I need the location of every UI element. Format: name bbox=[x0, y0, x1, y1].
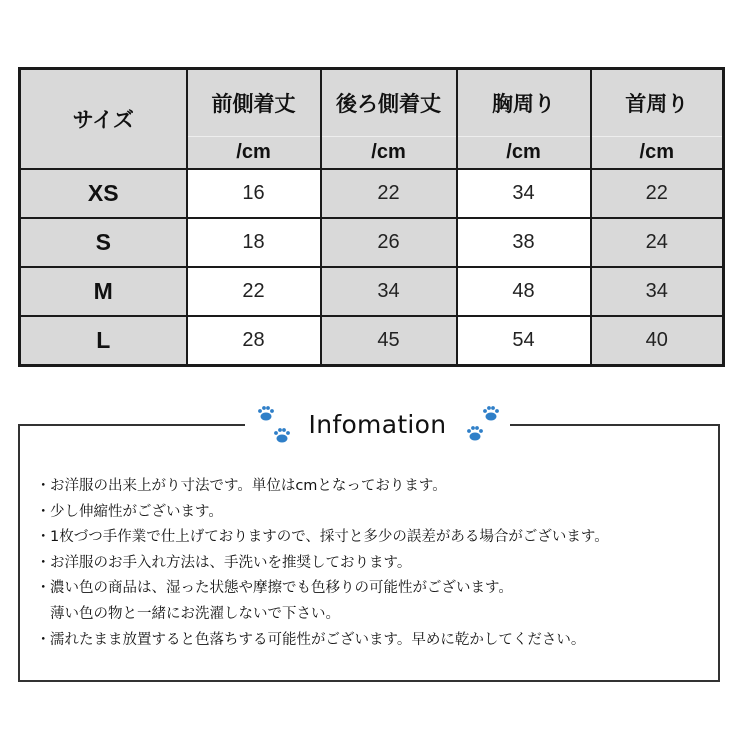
chest-value: 34 bbox=[457, 169, 591, 218]
back-length-value: 22 bbox=[321, 169, 457, 218]
paw-print-icon bbox=[466, 425, 484, 441]
chest-value: 48 bbox=[457, 267, 591, 316]
size-chart-table bbox=[18, 67, 725, 367]
paw-prints-left bbox=[249, 401, 295, 447]
info-text: 少し伸縮性がございます。 bbox=[50, 503, 223, 520]
paw-prints-right bbox=[460, 401, 506, 447]
info-line bbox=[36, 576, 609, 602]
size-label: XS bbox=[20, 169, 187, 218]
column-header-back-length: 後ろ側着丈 bbox=[321, 69, 457, 137]
information-title: Infomation bbox=[308, 409, 447, 439]
bullet: ・ bbox=[36, 580, 51, 597]
table-row-m bbox=[20, 267, 724, 316]
info-text: 薄い色の物と一緒にお洗濯しないで下さい。 bbox=[50, 605, 340, 622]
chest-value: 38 bbox=[457, 218, 591, 267]
neck-value: 24 bbox=[591, 218, 724, 267]
information-heading bbox=[245, 400, 510, 448]
paw-print-icon bbox=[273, 427, 291, 443]
info-text: 濡れたまま放置すると色落ちする可能性がございます。早めに乾かしてください。 bbox=[50, 631, 586, 648]
neck-value: 40 bbox=[591, 316, 724, 366]
back-length-value: 45 bbox=[321, 316, 457, 366]
info-line bbox=[36, 500, 609, 526]
table-row-l bbox=[20, 316, 724, 366]
header-title-row bbox=[20, 69, 724, 137]
paw-print-icon bbox=[257, 405, 275, 421]
paw-print-icon bbox=[482, 405, 500, 421]
info-text: お洋服のお手入れ方法は、手洗いを推奨しております。 bbox=[50, 554, 412, 571]
info-text: 濃い色の商品は、湿った状態や摩擦でも色移りの可能性がございます。 bbox=[50, 580, 513, 597]
front-length-value: 22 bbox=[187, 267, 321, 316]
bullet: ・ bbox=[36, 529, 51, 546]
column-header-chest: 胸周り bbox=[457, 69, 591, 137]
bullet: ・ bbox=[36, 554, 51, 571]
size-label: L bbox=[20, 316, 187, 366]
front-length-value: 28 bbox=[187, 316, 321, 366]
unit-label: /cm bbox=[591, 137, 724, 170]
front-length-value: 16 bbox=[187, 169, 321, 218]
size-column-header: サイズ bbox=[20, 69, 187, 170]
info-line bbox=[36, 525, 609, 551]
bullet: ・ bbox=[36, 503, 51, 520]
bullet: ・ bbox=[36, 478, 51, 494]
column-header-front-length: 前側着丈 bbox=[187, 69, 321, 137]
back-length-value: 26 bbox=[321, 218, 457, 267]
unit-label: /cm bbox=[457, 137, 591, 170]
neck-value: 34 bbox=[591, 267, 724, 316]
column-header-neck: 首周り bbox=[591, 69, 724, 137]
bullet: ・ bbox=[36, 631, 51, 648]
neck-value: 22 bbox=[591, 169, 724, 218]
info-text: お洋服の出来上がり寸法です。単位はcmとなっております。 bbox=[50, 478, 447, 494]
front-length-value: 18 bbox=[187, 218, 321, 267]
size-label: S bbox=[20, 218, 187, 267]
info-line-continuation bbox=[36, 602, 609, 628]
unit-label: /cm bbox=[187, 137, 321, 170]
info-line bbox=[36, 628, 609, 654]
table-row-xs bbox=[20, 169, 724, 218]
size-label: M bbox=[20, 267, 187, 316]
information-list bbox=[36, 474, 609, 653]
unit-label: /cm bbox=[321, 137, 457, 170]
chest-value: 54 bbox=[457, 316, 591, 366]
info-text: 1枚づつ手作業で仕上げておりますので、採寸と多少の誤差がある場合がございます。 bbox=[50, 529, 609, 546]
back-length-value: 34 bbox=[321, 267, 457, 316]
table-row-s bbox=[20, 218, 724, 267]
info-line bbox=[36, 474, 609, 500]
info-line bbox=[36, 551, 609, 577]
